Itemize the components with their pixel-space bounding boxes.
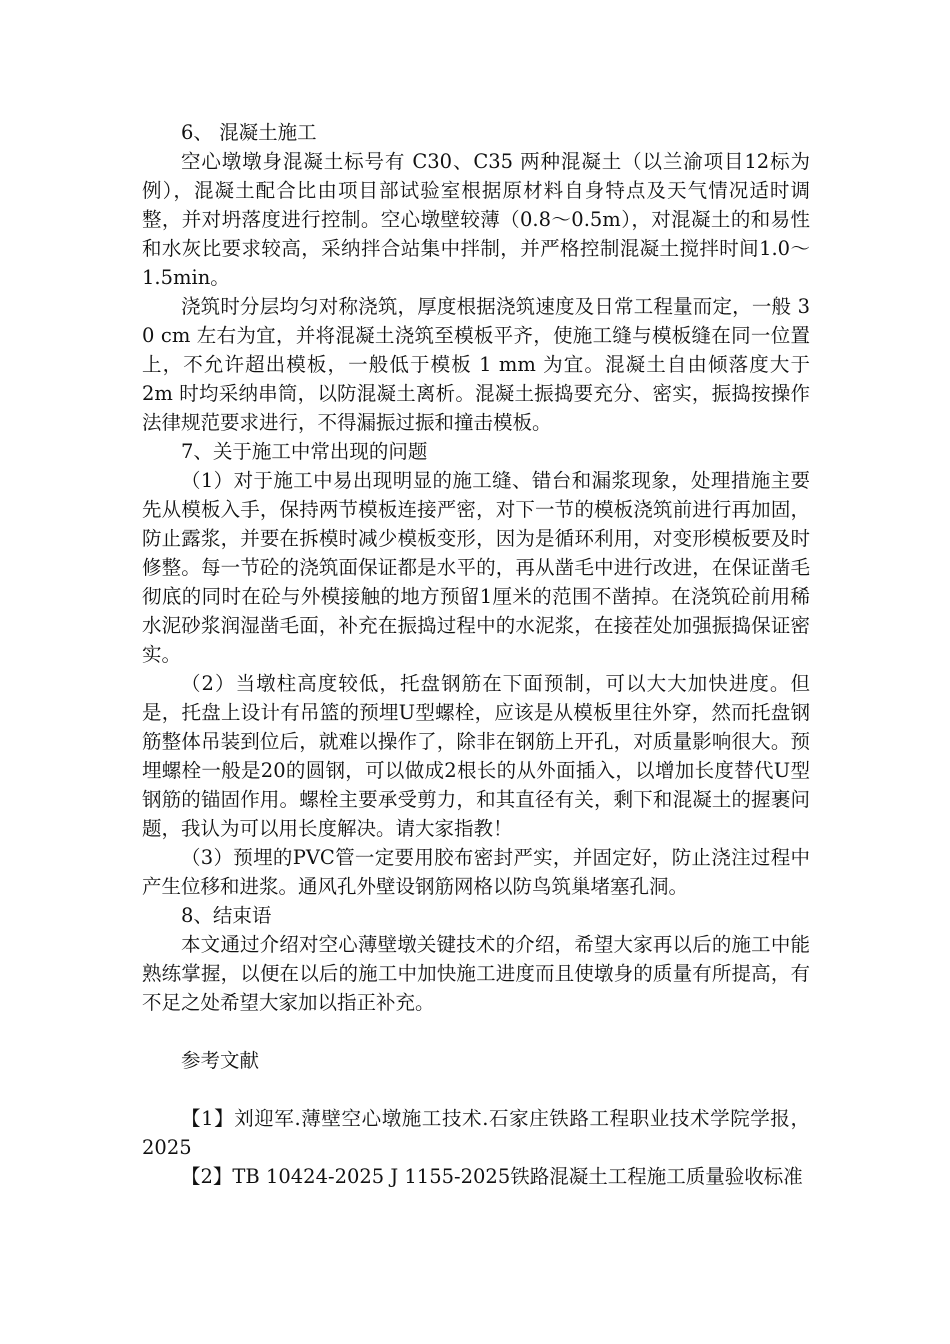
reference-item-1: 【1】刘迎军.薄壁空心墩施工技术.石家庄铁路工程职业技术学院学报，2025 bbox=[142, 1107, 810, 1159]
reference-item-2: 【2】TB 10424-2025 J 1155-2025铁路混凝土工程施工质量验收标准 bbox=[181, 1165, 803, 1188]
section-8-paragraph-1: 本文通过介绍对空心薄壁墩关键技术的介绍，希望大家再以后的施工中能熟练掌握，以便在以后的施工中加快施工进度而且使墩身的质量有所提高，有不足之处希望大家加以指正补充。 bbox=[142, 933, 810, 1014]
section-6-heading: 6、 混凝土施工 bbox=[181, 121, 317, 144]
section-7-paragraph-2: （2）当墩柱高度较低，托盘钢筋在下面预制，可以大大加快进度。但是，托盘上设计有吊篮的预埋U型螺栓，应该是从模板里往外穿，然而托盘钢筋整体吊装到位后，就难以操作了，除非在钢筋上开孔，对质量影响很大。预埋螺栓一般是20的圆钢，可以做成2根长的从外面插入，以增加长度替代U型钢筋的锚固作用。螺栓主要承受剪力，和其直径有关，剩下和混凝土的握裹问题，我认为可以用长度解决。请大家指教！ bbox=[142, 672, 810, 840]
section-8-heading: 8、结束语 bbox=[181, 904, 272, 927]
section-6-paragraph-1: 空心墩墩身混凝土标号有 C30、C35 两种混凝土（以兰渝项目12标为例），混凝土配合比由项目部试验室根据原材料自身特点及天气情况适时调整，并对坍落度进行控制。空心墩壁较薄（0.8～0.5m），对混凝土的和易性和水灰比要求较高，采纳拌合站集中拌制，并严格控制混凝土搅拌时间1.0～1.5min。 bbox=[142, 150, 810, 289]
section-7-paragraph-3: （3）预埋的PVC管一定要用胶布密封严实，并固定好，防止浇注过程中产生位移和进浆。通风孔外壁设钢筋网格以防鸟筑巢堵塞孔洞。 bbox=[142, 846, 810, 898]
section-6-paragraph-2: 浇筑时分层均匀对称浇筑，厚度根据浇筑速度及日常工程量而定，一般 3 0 cm 左右为宜，并将混凝土浇筑至模板平齐，使施工缝与模板缝在同一位置上，不允许超出模板，一般低于模板 1 mm 为宜。混凝土自由倾落度大于 2m 时均采纳串筒，以防混凝土离析。混凝土振捣要充分、密实，振捣按操作法律规范要求进行，不得漏振过振和撞击模板。 bbox=[142, 295, 810, 434]
section-7-heading: 7、关于施工中常出现的问题 bbox=[181, 440, 428, 463]
section-7-paragraph-1: （1）对于施工中易出现明显的施工缝、错台和漏浆现象，处理措施主要先从模板入手，保持两节模板连接严密，对下一节的模板浇筑前进行再加固，防止露浆，并要在拆模时减少模板变形，因为是循环利用，对变形模板要及时修整。每一节砼的浇筑面保证都是水平的，再从凿毛中进行改进，在保证凿毛彻底的同时在砼与外模接触的地方预留1厘米的范围不凿掉。在浇筑砼前用稀水泥砂浆润湿凿毛面，补充在振捣过程中的水泥浆，在接茬处加强振捣保证密实。 bbox=[142, 469, 810, 666]
references-title: 参考文献 bbox=[181, 1049, 260, 1072]
document-page bbox=[142, 118, 810, 1191]
